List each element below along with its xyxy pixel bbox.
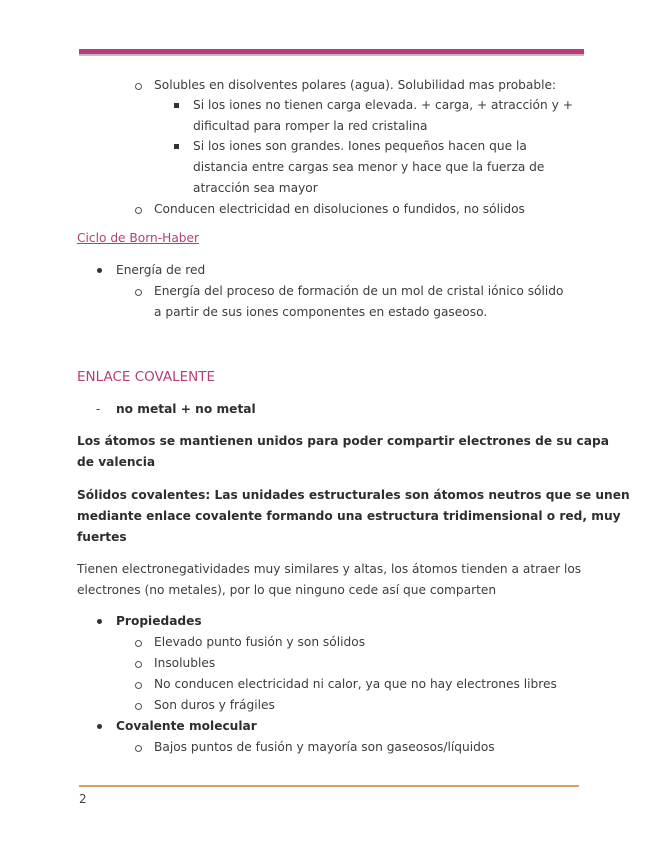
- born-haber-link[interactable]: Ciclo de Born-Haber: [77, 231, 200, 245]
- energia-def-1: Energía del proceso de formación de un mol de cristal iónico sólido: [154, 284, 564, 298]
- grandes-text-1: Si los iones son grandes. Iones pequeños hacen que la: [193, 139, 527, 153]
- prop-item-3: No conducen electricidad ni calor, ya que no hay electrones libres: [154, 677, 557, 691]
- filled-bullet-icon: [97, 268, 102, 273]
- header-rule: [79, 49, 584, 54]
- dash-bullet-icon: -: [96, 402, 101, 416]
- grandes-text-3: atracción sea mayor: [193, 181, 318, 195]
- filled-bullet-icon: [97, 724, 102, 729]
- open-circle-bullet-icon: [135, 640, 142, 647]
- atomos-text-2: de valencia: [77, 455, 156, 469]
- carga-text-2: dificultad para romper la red cristalina: [193, 119, 428, 133]
- open-circle-bullet-icon: [135, 289, 142, 296]
- open-circle-bullet-icon: [135, 207, 142, 214]
- solidos-text-3: fuertes: [77, 530, 127, 544]
- no-metal-text: no metal + no metal: [116, 402, 256, 416]
- filled-bullet-icon: [97, 619, 102, 624]
- carga-text-1: Si los iones no tienen carga elevada. + carga, + atracción y +: [193, 98, 573, 112]
- conducen-text: Conducen electricidad en disoluciones o fundidos, no sólidos: [154, 202, 525, 216]
- square-bullet-icon: [174, 144, 179, 149]
- atomos-text-1: Los átomos se mantienen unidos para poder compartir electrones de su capa: [77, 434, 609, 448]
- prop-item-1: Elevado punto fusión y son sólidos: [154, 635, 366, 649]
- tienen-text-2: electrones (no metales), por lo que ninguno cede así que comparten: [77, 583, 497, 597]
- page-number: 2: [79, 792, 87, 806]
- open-circle-bullet-icon: [135, 661, 142, 668]
- open-circle-bullet-icon: [135, 682, 142, 689]
- energia-red-item: Energía de red: [116, 263, 206, 277]
- section-title: ENLACE COVALENTE: [77, 369, 216, 385]
- square-bullet-icon: [174, 103, 179, 108]
- grandes-text-2: distancia entre cargas sea menor y hace que la fuerza de: [193, 160, 545, 174]
- solidos-text-1: Sólidos covalentes: Las unidades estructurales son átomos neutros que se unen: [77, 488, 630, 502]
- solubles-text: Solubles en disolventes polares (agua). Solubilidad mas probable:: [154, 78, 557, 92]
- footer-rule: [79, 785, 579, 787]
- propiedades-item: Propiedades: [116, 614, 202, 628]
- covalente-molecular-item: Covalente molecular: [116, 719, 257, 733]
- prop-item-2: Insolubles: [154, 656, 216, 670]
- cm-item-1: Bajos puntos de fusión y mayoría son gaseosos/líquidos: [154, 740, 495, 754]
- prop-item-4: Son duros y frágiles: [154, 698, 275, 712]
- open-circle-bullet-icon: [135, 83, 142, 90]
- open-circle-bullet-icon: [135, 745, 142, 752]
- solidos-text-2: mediante enlace covalente formando una estructura tridimensional o red, muy: [77, 509, 621, 523]
- energia-def-2: a partir de sus iones componentes en estado gaseoso.: [154, 305, 488, 319]
- tienen-text-1: Tienen electronegatividades muy similares y altas, los átomos tienden a atraer los: [77, 562, 582, 576]
- open-circle-bullet-icon: [135, 703, 142, 710]
